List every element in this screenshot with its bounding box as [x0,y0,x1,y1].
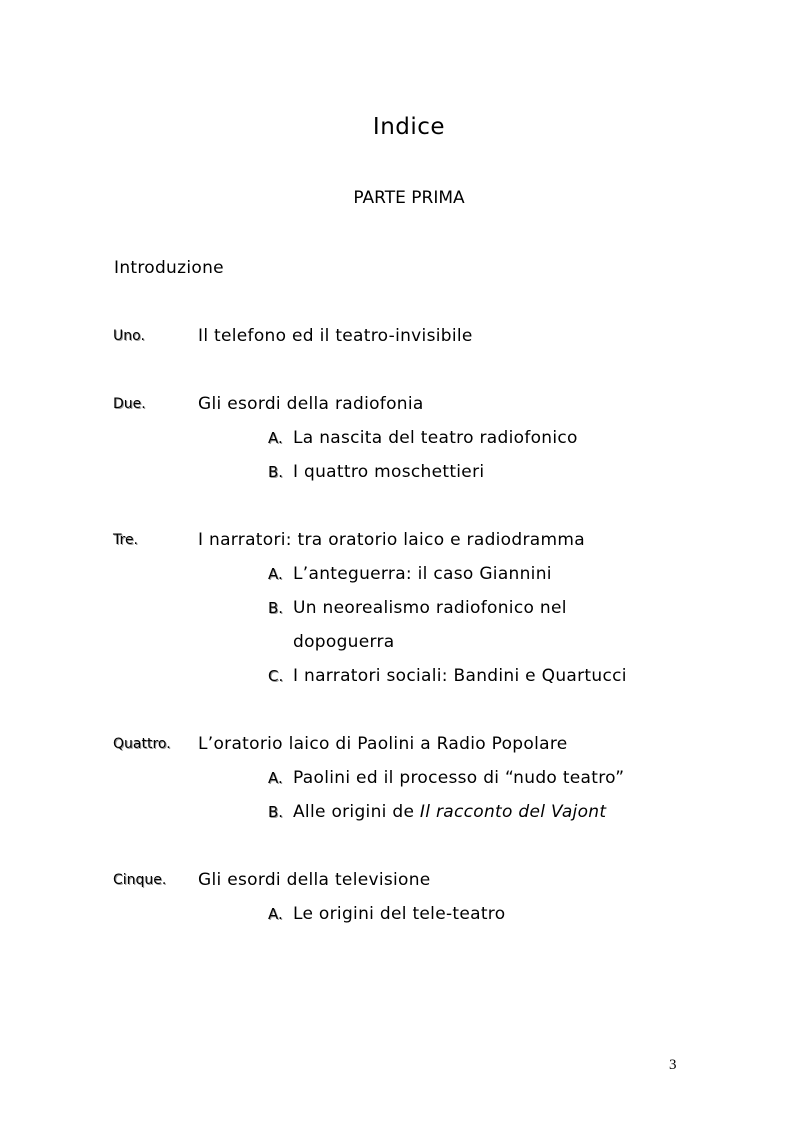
page-title: Indice [372,114,446,140]
work-title: Il racconto del Vajont [419,802,607,822]
page-number: 3 [669,1057,677,1073]
section-title-text: Alle origini de [293,802,420,822]
section-letter: A. [268,905,283,923]
section-letter: A. [268,429,283,447]
section-title: Un neorealismo radiofonico nel [293,598,567,618]
section-title: Paolini ed il processo di “nudo teatro” [293,768,625,788]
section-letter: B. [268,599,284,617]
chapter-number: Uno. [113,328,145,344]
section-letter: B. [268,463,284,481]
chapter-number: Due. [113,396,146,412]
chapter-number: Quattro. [113,736,171,752]
part-heading: PARTE PRIMA [353,188,465,208]
section-letter: A. [268,565,283,583]
chapter-title: Il telefono ed il teatro-invisibile [198,326,473,346]
section-title: I quattro moschettieri [293,462,485,482]
chapter-title: Gli esordi della radiofonia [198,394,424,414]
chapter-title: I narratori: tra oratorio laico e radiodramma [198,530,585,550]
introduction-entry: Introduzione [114,258,224,278]
section-letter: C. [268,667,284,685]
section-title-continuation: dopoguerra [293,632,395,652]
chapter-title: Gli esordi della televisione [198,870,431,890]
chapter-title: L’oratorio laico di Paolini a Radio Popolare [198,734,568,754]
section-title: I narratori sociali: Bandini e Quartucci [293,666,627,686]
section-title [293,801,606,823]
section-title: L’anteguerra: il caso Giannini [293,564,552,584]
section-letter: B. [268,803,284,821]
chapter-number: Cinque. [113,872,167,888]
chapter-number: Tre. [113,532,139,548]
section-title: La nascita del teatro radiofonico [293,428,578,448]
section-title: Le origini del tele-teatro [293,904,506,924]
section-letter: A. [268,769,283,787]
